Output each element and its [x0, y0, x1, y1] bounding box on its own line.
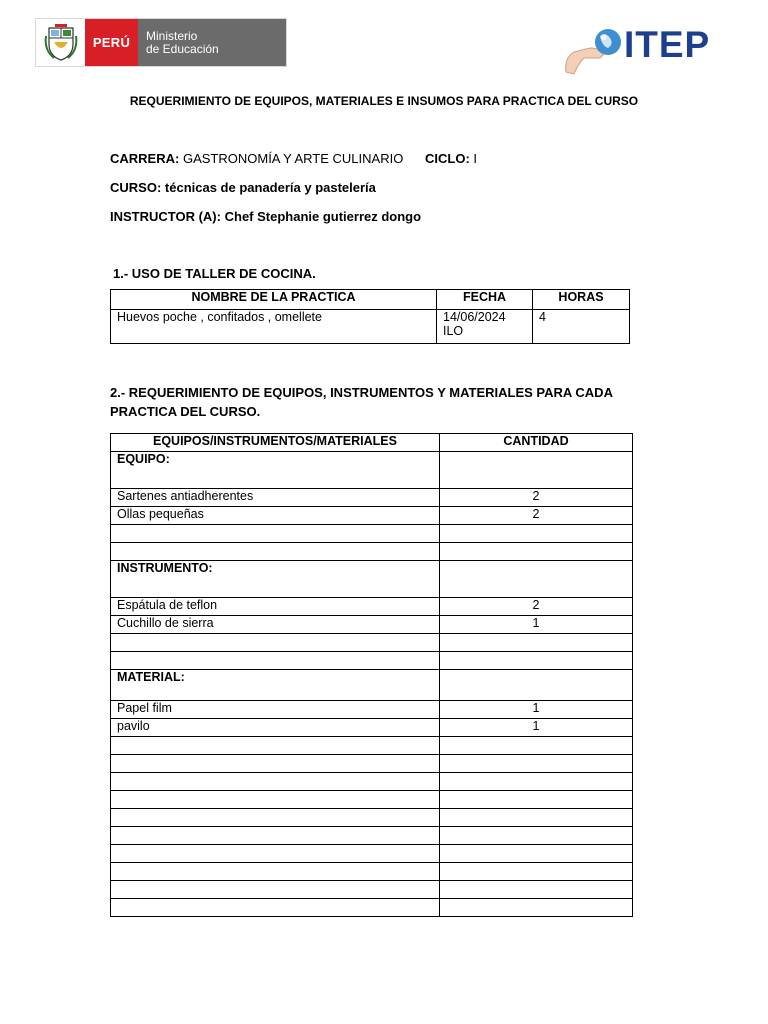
minedu-logo: [35, 18, 287, 67]
item-qty: 2: [440, 598, 633, 616]
curso-label: CURSO:: [110, 180, 162, 195]
empty-row: [111, 827, 633, 845]
empty-row: [111, 755, 633, 773]
empty-row: [111, 737, 633, 755]
column-header: EQUIPOS/INSTRUMENTOS/MATERIALES: [111, 434, 440, 452]
ciclo-value: I: [473, 151, 478, 166]
empty-row: [111, 881, 633, 899]
category-row: [111, 452, 633, 489]
ministry-line-2: de Educación: [146, 42, 219, 56]
empty-row: [111, 863, 633, 881]
carrera-value: GASTRONOMÍA Y ARTE CULINARIO: [182, 151, 404, 166]
instructor-value: Chef Stephanie gutierrez dongo: [224, 209, 422, 224]
section-2-heading: [110, 385, 613, 419]
item-qty: 1: [440, 616, 633, 634]
empty-row: [111, 809, 633, 827]
requirements-table-header: [111, 434, 633, 452]
item-name: Cuchillo de sierra: [111, 616, 440, 634]
instructor-label: INSTRUCTOR (A):: [110, 209, 221, 224]
carrera-label: CARRERA:: [110, 151, 180, 166]
instructor-line: [110, 209, 421, 224]
requirements-table: [110, 433, 633, 917]
table-row: [111, 507, 633, 525]
column-header: NOMBRE DE LA PRACTICA: [111, 290, 437, 310]
empty-row: [111, 525, 633, 543]
peru-label: PERÚ: [85, 19, 138, 66]
section-1-heading: 1.- USO DE TALLER DE COCINA.: [113, 266, 316, 281]
item-qty: 2: [440, 489, 633, 507]
empty-row: [111, 845, 633, 863]
itep-logo-text: ITEP: [624, 24, 711, 65]
section-2-heading-line-2: PRACTICA DEL CURSO.: [110, 404, 261, 419]
curso-value: técnicas de panadería y pastelería: [164, 180, 376, 195]
section-2-heading-line-1: 2.- REQUERIMIENTO DE EQUIPOS, INSTRUMENTOS Y MATERIALES PARA CADA: [110, 385, 613, 400]
item-qty: 1: [440, 701, 633, 719]
item-name: Papel film: [111, 701, 440, 719]
column-header: HORAS: [533, 290, 630, 310]
ministry-line-1: Ministerio: [146, 29, 198, 43]
category-label: MATERIAL:: [111, 670, 440, 701]
category-row: [111, 561, 633, 598]
curso-line: [110, 180, 376, 195]
ciclo-line: [425, 151, 477, 166]
table-row: [111, 719, 633, 737]
globe-hand-icon: [560, 18, 624, 76]
ministry-name: [138, 19, 286, 66]
category-row: [111, 670, 633, 701]
empty-row: [111, 634, 633, 652]
item-name: Espátula de teflon: [111, 598, 440, 616]
workshop-table-header: [111, 290, 630, 310]
table-row: [111, 701, 633, 719]
empty-row: [111, 652, 633, 670]
date-cell: [437, 310, 533, 344]
column-header: FECHA: [437, 290, 533, 310]
table-row: [111, 598, 633, 616]
location-value: ILO: [443, 324, 464, 338]
peru-coat-of-arms-icon: [36, 19, 85, 66]
carrera-line: [110, 151, 403, 166]
category-label: INSTRUMENTO:: [111, 561, 440, 598]
table-row: [111, 489, 633, 507]
practice-name-cell: Huevos poche , confitados , omellete: [111, 310, 437, 344]
item-name: Ollas pequeñas: [111, 507, 440, 525]
empty-row: [111, 899, 633, 917]
workshop-table: [110, 289, 630, 344]
document-title: REQUERIMIENTO DE EQUIPOS, MATERIALES E INSUMOS PARA PRACTICA DEL CURSO: [129, 94, 639, 108]
item-name: pavilo: [111, 719, 440, 737]
item-qty: 1: [440, 719, 633, 737]
date-value: 14/06/2024: [443, 310, 506, 324]
ciclo-label: CICLO:: [425, 151, 470, 166]
table-row: [111, 616, 633, 634]
item-name: Sartenes antiadherentes: [111, 489, 440, 507]
empty-row: [111, 543, 633, 561]
empty-row: [111, 791, 633, 809]
empty-row: [111, 773, 633, 791]
category-label: EQUIPO:: [111, 452, 440, 489]
hours-cell: 4: [533, 310, 630, 344]
itep-logo: [560, 18, 740, 76]
table-row: [111, 310, 630, 344]
item-qty: 2: [440, 507, 633, 525]
column-header: CANTIDAD: [440, 434, 633, 452]
